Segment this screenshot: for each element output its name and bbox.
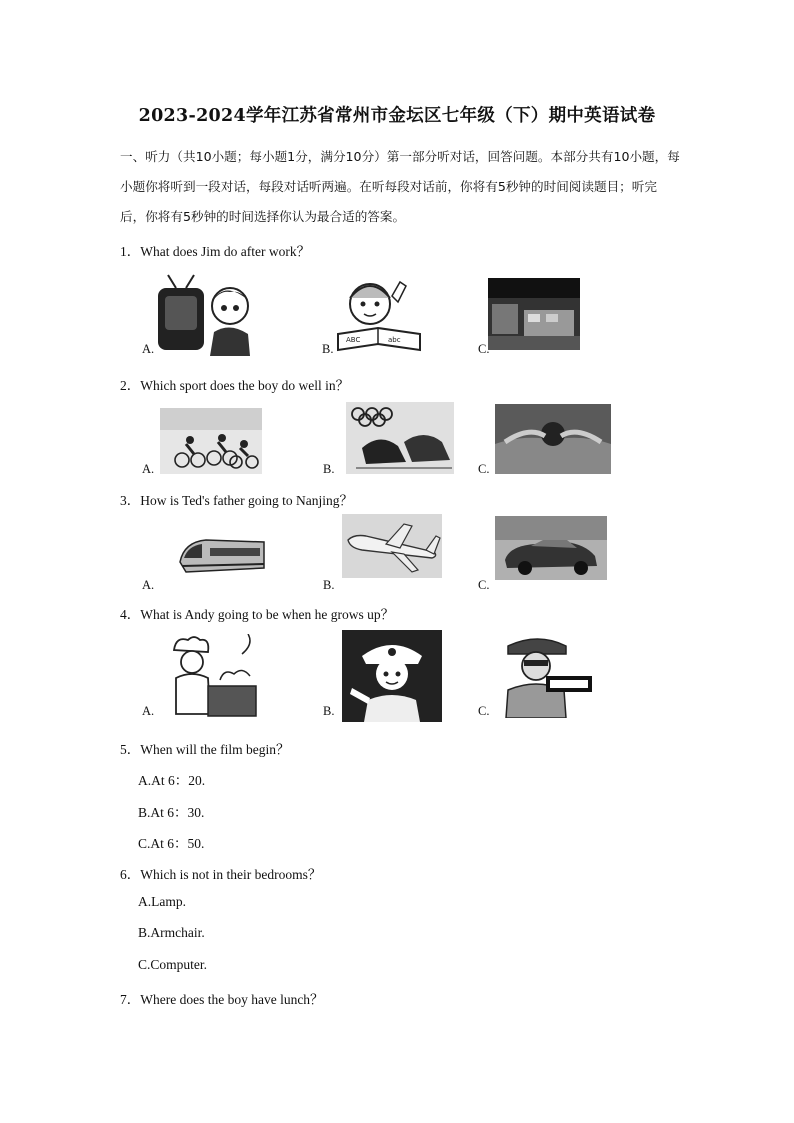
question-4: 4．What is Andy going to be when he grows up？	[120, 607, 395, 622]
option-a-label: A.	[142, 462, 155, 476]
svg-text:abc: abc	[388, 336, 401, 344]
swimming-icon	[495, 404, 611, 474]
option-a-label: A.	[142, 342, 155, 356]
question-5-option-b: B.At 6：30.	[138, 805, 205, 820]
option-c-label: C.	[478, 578, 490, 592]
businessman-icon	[494, 634, 598, 718]
policeman-icon	[342, 630, 442, 722]
option-a-label: A.	[142, 578, 155, 592]
cycling-race-icon	[160, 408, 262, 474]
market-photo-icon	[488, 278, 580, 350]
speed-skating-icon	[346, 402, 454, 474]
question-1: 1．What does Jim do after work？	[120, 244, 311, 259]
car-icon	[495, 516, 607, 580]
option-b-label: B.	[323, 578, 335, 592]
question-6-option-b: B.Armchair.	[138, 925, 205, 940]
svg-text:ABC: ABC	[346, 336, 361, 344]
question-2: 2．Which sport does the boy do well in？	[120, 378, 350, 393]
question-6: 6．Which is not in their bedrooms？	[120, 867, 322, 882]
option-c-label: C.	[478, 342, 490, 356]
question-6-option-a: A.Lamp.	[138, 894, 186, 909]
question-5: 5．When will the film begin？	[120, 742, 290, 757]
question-5-option-c: C.At 6：50.	[138, 836, 205, 851]
option-b-label: B.	[323, 704, 335, 718]
listening-instructions: 一、听力（共10小题；每小题1分，满分10分）第一部分听对话，回答问题。本部分共有10小题，每小题你将听到一段对话，每段对话听两遍。在听每段对话前，你将有5秒钟的时间阅读题目；听完后，你将有5秒钟的时间选择你认为最合适的答案。	[120, 149, 680, 224]
question-3-images	[140, 512, 620, 604]
option-c-label: C.	[478, 462, 490, 476]
option-c-label: C.	[478, 704, 490, 718]
question-4-images	[140, 630, 620, 722]
question-5-option-a: A.At 6：20.	[138, 773, 206, 788]
question-7: 7．Where does the boy have lunch？	[120, 992, 324, 1007]
exam-title: 2023-2024学年江苏省常州市金坛区七年级（下）期中英语试卷	[138, 106, 656, 126]
question-6-option-c: C.Computer.	[138, 957, 208, 972]
question-2-images	[140, 400, 620, 492]
tv-and-boy-icon	[154, 272, 254, 356]
question-3: 3．How is Ted's father going to Nanjing？	[120, 493, 353, 508]
boy-reading-icon	[330, 274, 428, 354]
chef-icon	[162, 634, 266, 720]
question-1-images	[140, 266, 620, 358]
option-b-label: B.	[323, 462, 335, 476]
option-b-label: B.	[322, 342, 334, 356]
train-icon	[176, 528, 266, 578]
option-a-label: A.	[142, 704, 155, 718]
airplane-icon	[342, 514, 442, 578]
